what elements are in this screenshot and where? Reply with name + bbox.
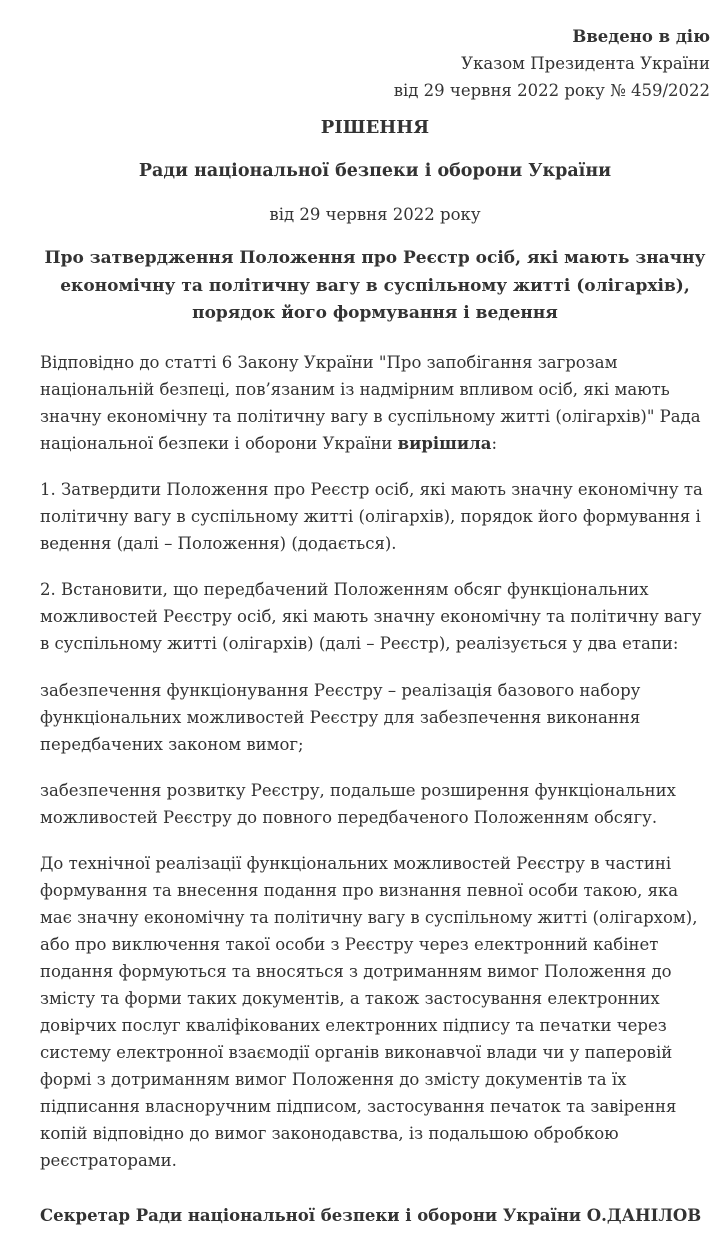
document-type-heading: РІШЕННЯ xyxy=(320,117,430,139)
paragraph-stage-development: забезпечення розвитку Реєстру, подальше розширення функціональних можливостей Реєстру до повного передбаченого Положенням обсягу. xyxy=(40,780,676,827)
preamble-resolve-word: вирішила xyxy=(397,434,492,454)
paragraph-establish-stages: 2. Встановити, що передбачений Положенням обсяг функціональних можливостей Реєстру осіб, які мають значну економічну та політичну вагу в суспільному житті (олігархів) (далі – Реєстр), реалізується у два етапи: xyxy=(40,580,702,654)
preamble-colon: : xyxy=(491,434,498,454)
authority-heading: Ради національної безпеки і оборони України xyxy=(138,160,612,181)
paragraph-technical-implementation: До технічної реалізації функціональних можливостей Реєстру в частині формування та внесення подання про визнання певної особи такою, яка має значну економічну та політичну вагу в суспільному житті (олігархом), або про виключення такої особи з Реєстру через електронний кабінет подання формуються та вносяться з дотриманням вимог Положення до змісту та форми таких документів, а також застосування електронних довірчих послуг кваліфікованих електронних підпису та печатки через систему електронної взаємодії органів виконавчої влади чи у паперовій формі з дотриманням вимог Положення до змісту документів та їх підписання власноручним підписом, застосування печаток та завірення копій відповідно до вимог законодавства, із подальшою обробкою реєстраторами. xyxy=(40,853,698,1171)
paragraph-stage-functioning: забезпечення функціонування Реєстру – реалізація базового набору функціональних можливостей Реєстру для забезпечення виконання передбачених законом вимог; xyxy=(40,680,641,754)
preamble-paragraph xyxy=(40,349,710,457)
issuance-date-number-line: від 29 червня 2022 року № 459/2022 xyxy=(393,80,710,100)
preamble-text: Відповідно до статті 6 Закону України "Про запобігання загрозам національній безпеці, пов’язаним із надмірним впливом осіб, які мають значну економічну та політичну вагу в суспільному житті (олігархів)" Рада національної безпеки і оборони України xyxy=(40,353,701,454)
issuance-decree-line: Указом Президента України xyxy=(461,53,710,73)
signature-line: Секретар Ради національної безпеки і оборони України О.ДАНІЛОВ xyxy=(40,1206,702,1226)
paragraph-approve-regulation: 1. Затвердити Положення про Реєстр осіб, які мають значну економічну та політичну вагу в суспільному житті (олігархів), порядок його формування і ведення (далі – Положення) (додається). xyxy=(40,480,703,554)
document-date: від 29 червня 2022 року xyxy=(269,205,481,225)
issuance-block xyxy=(40,26,710,102)
issuance-enacted-line: Введено в дію xyxy=(572,27,710,46)
document-title: Про затвердження Положення про Реєстр осіб, які мають значну економічну та політичну вагу в суспільному житті (олігархів), порядок його формування і ведення xyxy=(44,248,706,323)
